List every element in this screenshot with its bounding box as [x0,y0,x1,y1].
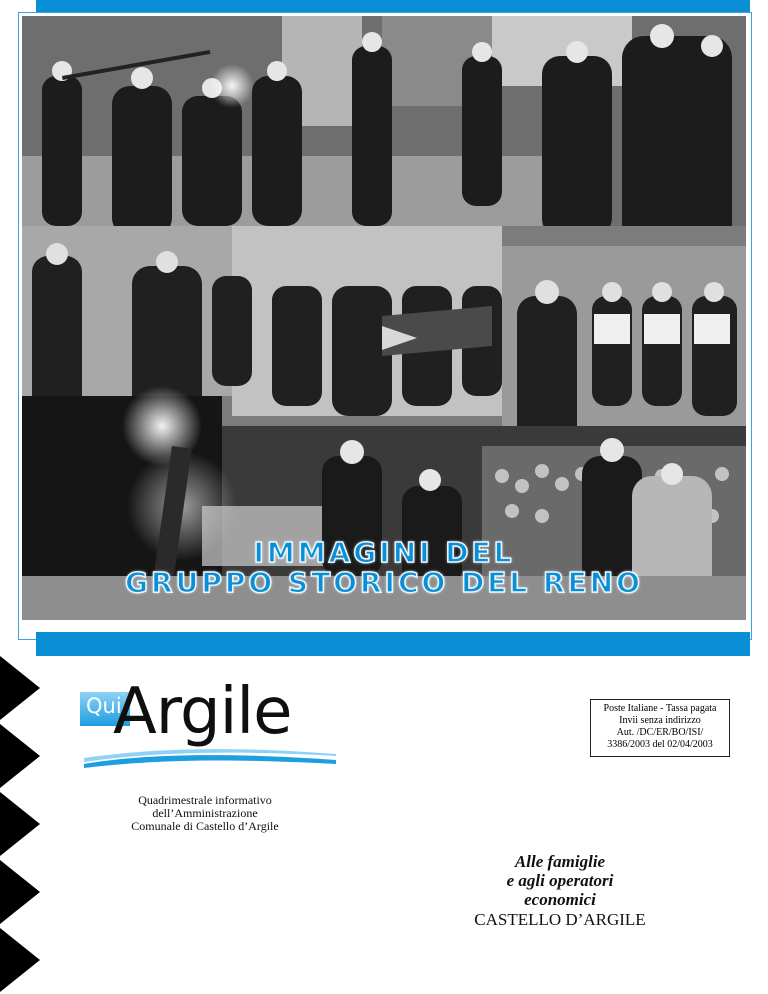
subtitle-line: dell’Amministrazione [152,806,258,820]
arrow-marker-icon [0,860,40,924]
collage-image [22,16,746,620]
recipient-line: e agli operatori [506,871,614,890]
recipient-address [440,852,680,929]
postal-line: 3386/2003 del 02/04/2003 [607,739,713,750]
headline-line-1: IMMAGINI DEL [253,536,515,569]
subtitle-line: Comunale di Castello d’Argile [131,819,279,833]
logo-argile-text: Argile [113,675,292,749]
arrow-markers [0,656,40,994]
logo-wave-icon [82,746,338,772]
recipient-line: Alle famiglie [514,852,606,871]
postal-line: Poste Italiane - Tassa pagata [603,703,717,714]
qui-argile-logo [80,675,338,776]
postal-line: Aut. /DC/ER/BO/ISI/ [616,727,704,738]
headline-line-2: GRUPPO STORICO DEL RENO [125,566,643,599]
arrow-marker-icon [0,928,40,992]
logo-qui-text: Qui [86,694,122,718]
publication-subtitle [100,794,310,833]
arrow-marker-icon [0,792,40,856]
arrow-marker-icon [0,724,40,788]
recipient-line: economici [524,890,596,909]
cover-photo-collage [22,16,746,620]
postal-permit-box [590,699,730,757]
recipient-town: CASTELLO D’ARGILE [474,910,646,929]
arrow-marker-icon [0,656,40,720]
subtitle-line: Quadrimestrale informativo [138,793,272,807]
bottom-blue-bar [36,632,750,656]
postal-line: Invii senza indirizzo [619,715,701,726]
